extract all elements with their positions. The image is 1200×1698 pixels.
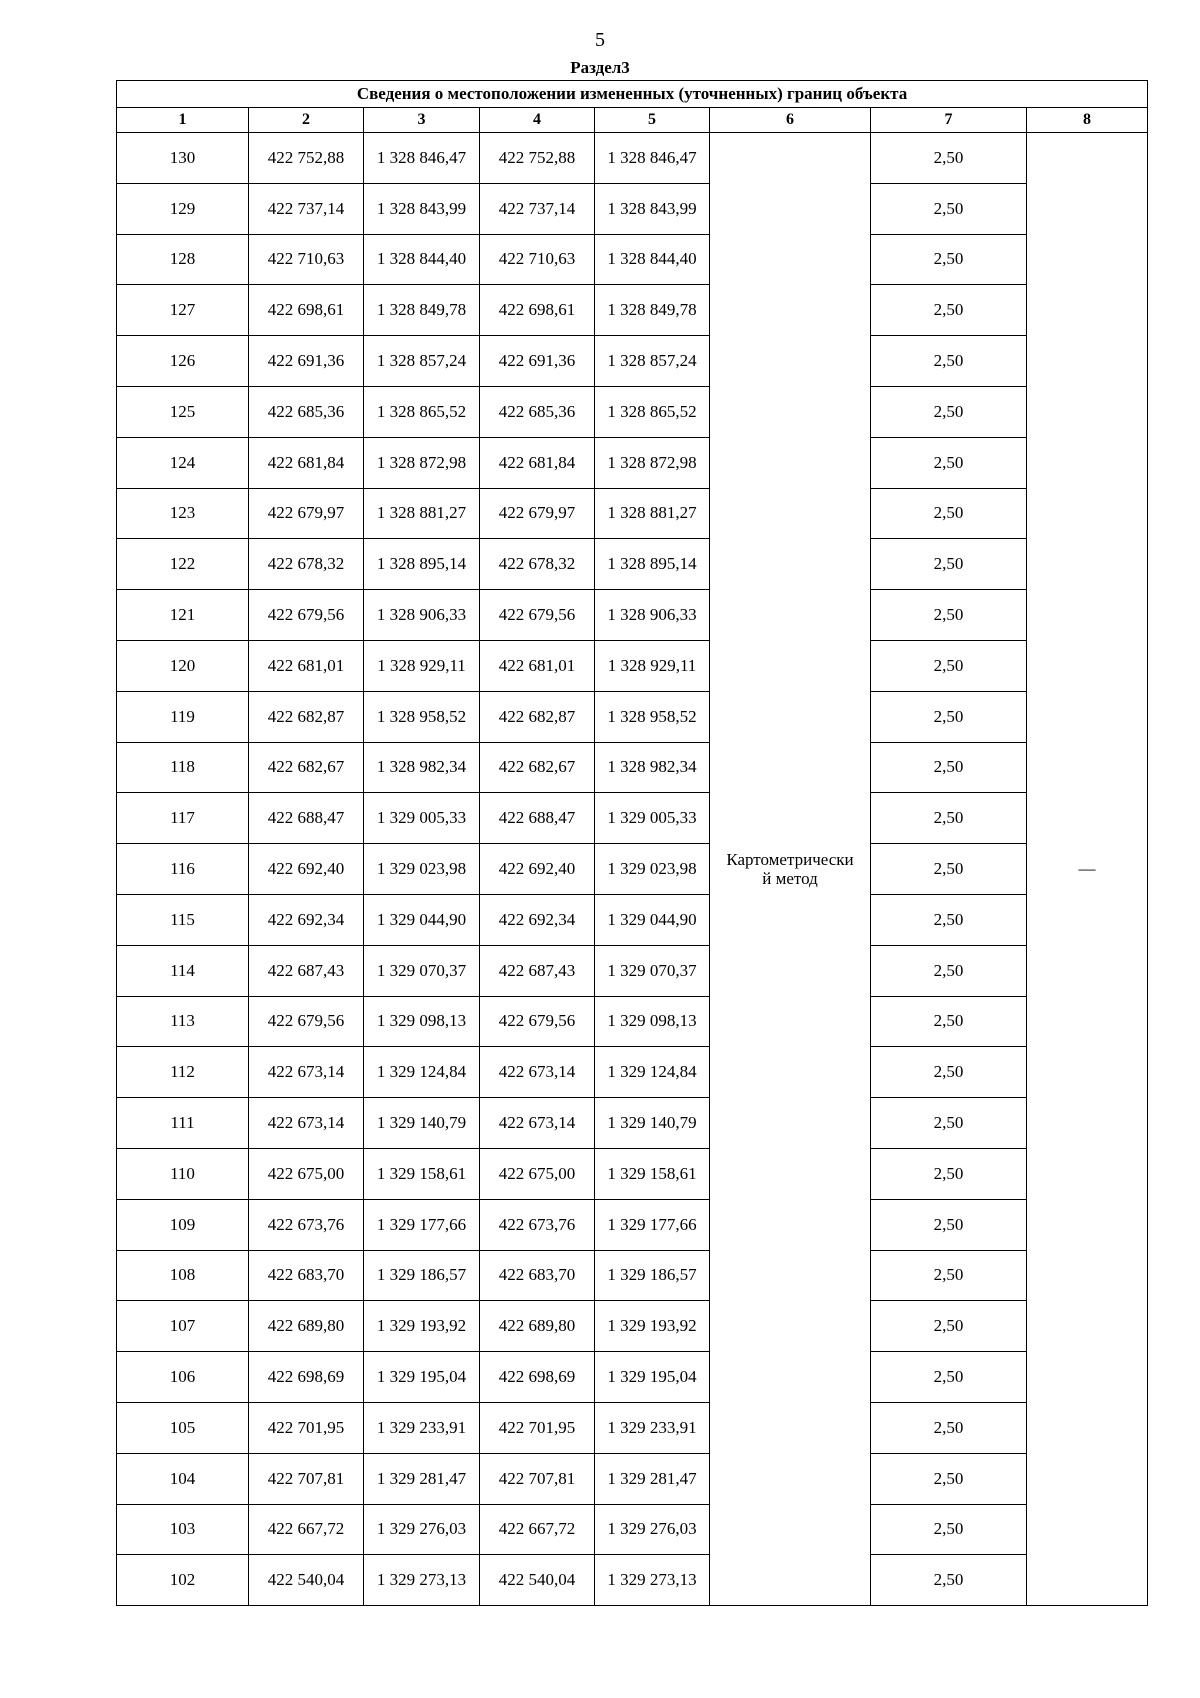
coord-x-old-cell: 422 682,67 xyxy=(249,742,364,793)
coord-y-old-cell: 1 329 044,90 xyxy=(364,894,480,945)
coord-y-new-cell: 1 328 895,14 xyxy=(595,539,710,590)
table-row xyxy=(117,996,1148,1047)
point-number-cell: 125 xyxy=(117,386,249,437)
coord-y-new-cell: 1 329 044,90 xyxy=(595,894,710,945)
accuracy-cell: 2,50 xyxy=(871,437,1027,488)
table-row xyxy=(117,386,1148,437)
accuracy-cell: 2,50 xyxy=(871,742,1027,793)
column-number: 4 xyxy=(480,108,595,133)
point-number-cell: 117 xyxy=(117,793,249,844)
accuracy-cell: 2,50 xyxy=(871,1352,1027,1403)
accuracy-cell: 2,50 xyxy=(871,1199,1027,1250)
coord-x-old-cell: 422 675,00 xyxy=(249,1148,364,1199)
coord-y-new-cell: 1 328 958,52 xyxy=(595,691,710,742)
point-number-cell: 130 xyxy=(117,133,249,184)
point-number-cell: 102 xyxy=(117,1555,249,1606)
accuracy-cell: 2,50 xyxy=(871,945,1027,996)
coord-x-new-cell: 422 698,61 xyxy=(480,285,595,336)
coord-x-old-cell: 422 701,95 xyxy=(249,1402,364,1453)
point-number-cell: 109 xyxy=(117,1199,249,1250)
table-row xyxy=(117,945,1148,996)
accuracy-cell: 2,50 xyxy=(871,1301,1027,1352)
point-number-cell: 105 xyxy=(117,1402,249,1453)
coord-y-old-cell: 1 328 865,52 xyxy=(364,386,480,437)
coord-x-new-cell: 422 673,14 xyxy=(480,1098,595,1149)
method-cell xyxy=(710,133,871,1606)
column-number: 5 xyxy=(595,108,710,133)
coord-x-new-cell: 422 673,14 xyxy=(480,1047,595,1098)
coord-y-old-cell: 1 328 929,11 xyxy=(364,640,480,691)
accuracy-cell: 2,50 xyxy=(871,1250,1027,1301)
coord-y-old-cell: 1 329 177,66 xyxy=(364,1199,480,1250)
column-number: 2 xyxy=(249,108,364,133)
coord-x-new-cell: 422 679,56 xyxy=(480,996,595,1047)
point-number-cell: 103 xyxy=(117,1504,249,1555)
coord-y-old-cell: 1 329 070,37 xyxy=(364,945,480,996)
coord-x-old-cell: 422 673,14 xyxy=(249,1098,364,1149)
coord-x-old-cell: 422 679,97 xyxy=(249,488,364,539)
table-row xyxy=(117,1250,1148,1301)
coord-y-old-cell: 1 329 233,91 xyxy=(364,1402,480,1453)
table-row xyxy=(117,640,1148,691)
column-number-row xyxy=(117,108,1148,133)
coord-y-new-cell: 1 329 193,92 xyxy=(595,1301,710,1352)
table-row xyxy=(117,437,1148,488)
table-row xyxy=(117,590,1148,641)
coord-x-new-cell: 422 673,76 xyxy=(480,1199,595,1250)
accuracy-cell: 2,50 xyxy=(871,1047,1027,1098)
point-number-cell: 110 xyxy=(117,1148,249,1199)
coord-y-new-cell: 1 329 276,03 xyxy=(595,1504,710,1555)
column-8-cell: — xyxy=(1027,133,1148,1606)
coord-y-new-cell: 1 328 872,98 xyxy=(595,437,710,488)
boundary-coordinates-table xyxy=(116,80,1148,1606)
coord-x-old-cell: 422 752,88 xyxy=(249,133,364,184)
table-row xyxy=(117,1352,1148,1403)
point-number-cell: 118 xyxy=(117,742,249,793)
table-row xyxy=(117,1555,1148,1606)
point-number-cell: 119 xyxy=(117,691,249,742)
coord-x-new-cell: 422 683,70 xyxy=(480,1250,595,1301)
table-row xyxy=(117,133,1148,184)
coord-x-new-cell: 422 707,81 xyxy=(480,1453,595,1504)
coord-x-old-cell: 422 683,70 xyxy=(249,1250,364,1301)
coord-y-new-cell: 1 328 982,34 xyxy=(595,742,710,793)
table-row xyxy=(117,488,1148,539)
point-number-cell: 104 xyxy=(117,1453,249,1504)
coord-y-old-cell: 1 328 843,99 xyxy=(364,183,480,234)
page-number: 5 xyxy=(595,29,605,51)
coord-x-old-cell: 422 667,72 xyxy=(249,1504,364,1555)
table-row xyxy=(117,234,1148,285)
accuracy-cell: 2,50 xyxy=(871,1402,1027,1453)
coord-x-old-cell: 422 710,63 xyxy=(249,234,364,285)
table-row xyxy=(117,1402,1148,1453)
coord-y-new-cell: 1 328 844,40 xyxy=(595,234,710,285)
accuracy-cell: 2,50 xyxy=(871,996,1027,1047)
coord-x-new-cell: 422 682,67 xyxy=(480,742,595,793)
coord-y-old-cell: 1 329 140,79 xyxy=(364,1098,480,1149)
coord-x-new-cell: 422 682,87 xyxy=(480,691,595,742)
coord-x-new-cell: 422 698,69 xyxy=(480,1352,595,1403)
coord-y-old-cell: 1 329 158,61 xyxy=(364,1148,480,1199)
table-row xyxy=(117,742,1148,793)
accuracy-cell: 2,50 xyxy=(871,844,1027,895)
coord-y-old-cell: 1 329 195,04 xyxy=(364,1352,480,1403)
coord-y-old-cell: 1 328 849,78 xyxy=(364,285,480,336)
coord-x-old-cell: 422 679,56 xyxy=(249,996,364,1047)
accuracy-cell: 2,50 xyxy=(871,1098,1027,1149)
coord-x-new-cell: 422 687,43 xyxy=(480,945,595,996)
point-number-cell: 115 xyxy=(117,894,249,945)
coord-y-old-cell: 1 329 005,33 xyxy=(364,793,480,844)
table-row xyxy=(117,691,1148,742)
coord-y-new-cell: 1 329 186,57 xyxy=(595,1250,710,1301)
point-number-cell: 116 xyxy=(117,844,249,895)
table-row xyxy=(117,183,1148,234)
coord-x-new-cell: 422 688,47 xyxy=(480,793,595,844)
point-number-cell: 124 xyxy=(117,437,249,488)
coord-x-new-cell: 422 701,95 xyxy=(480,1402,595,1453)
accuracy-cell: 2,50 xyxy=(871,1148,1027,1199)
point-number-cell: 121 xyxy=(117,590,249,641)
point-number-cell: 120 xyxy=(117,640,249,691)
point-number-cell: 112 xyxy=(117,1047,249,1098)
accuracy-cell: 2,50 xyxy=(871,1555,1027,1606)
coord-y-new-cell: 1 329 070,37 xyxy=(595,945,710,996)
table-row xyxy=(117,1453,1148,1504)
table-row xyxy=(117,336,1148,387)
accuracy-cell: 2,50 xyxy=(871,894,1027,945)
table-row xyxy=(117,844,1148,895)
coord-y-new-cell: 1 329 124,84 xyxy=(595,1047,710,1098)
coord-y-new-cell: 1 328 906,33 xyxy=(595,590,710,641)
coord-y-old-cell: 1 328 895,14 xyxy=(364,539,480,590)
point-number-cell: 113 xyxy=(117,996,249,1047)
coord-x-old-cell: 422 673,14 xyxy=(249,1047,364,1098)
method-text-line: й метод xyxy=(762,869,818,889)
accuracy-cell: 2,50 xyxy=(871,793,1027,844)
column-number: 8 xyxy=(1027,108,1148,133)
accuracy-cell: 2,50 xyxy=(871,386,1027,437)
coord-x-old-cell: 422 689,80 xyxy=(249,1301,364,1352)
accuracy-cell: 2,50 xyxy=(871,539,1027,590)
point-number-cell: 106 xyxy=(117,1352,249,1403)
section-title: Раздел3 xyxy=(570,58,630,77)
coord-x-old-cell: 422 698,69 xyxy=(249,1352,364,1403)
point-number-cell: 126 xyxy=(117,336,249,387)
coord-y-new-cell: 1 328 843,99 xyxy=(595,183,710,234)
accuracy-cell: 2,50 xyxy=(871,590,1027,641)
coord-x-old-cell: 422 691,36 xyxy=(249,336,364,387)
coord-y-new-cell: 1 329 281,47 xyxy=(595,1453,710,1504)
coord-x-new-cell: 422 685,36 xyxy=(480,386,595,437)
table-row xyxy=(117,1148,1148,1199)
accuracy-cell: 2,50 xyxy=(871,234,1027,285)
point-number-cell: 122 xyxy=(117,539,249,590)
accuracy-cell: 2,50 xyxy=(871,1453,1027,1504)
coord-x-old-cell: 422 692,34 xyxy=(249,894,364,945)
coord-y-new-cell: 1 328 929,11 xyxy=(595,640,710,691)
point-number-cell: 123 xyxy=(117,488,249,539)
accuracy-cell: 2,50 xyxy=(871,133,1027,184)
coord-y-old-cell: 1 328 881,27 xyxy=(364,488,480,539)
coord-x-old-cell: 422 681,01 xyxy=(249,640,364,691)
coord-y-new-cell: 1 328 865,52 xyxy=(595,386,710,437)
coord-y-new-cell: 1 329 273,13 xyxy=(595,1555,710,1606)
coord-y-old-cell: 1 329 186,57 xyxy=(364,1250,480,1301)
coord-y-new-cell: 1 329 158,61 xyxy=(595,1148,710,1199)
coord-x-old-cell: 422 737,14 xyxy=(249,183,364,234)
coord-x-old-cell: 422 687,43 xyxy=(249,945,364,996)
table-row xyxy=(117,1098,1148,1149)
coord-x-old-cell: 422 682,87 xyxy=(249,691,364,742)
coord-x-new-cell: 422 752,88 xyxy=(480,133,595,184)
coord-x-new-cell: 422 692,34 xyxy=(480,894,595,945)
coord-x-new-cell: 422 689,80 xyxy=(480,1301,595,1352)
coord-x-old-cell: 422 681,84 xyxy=(249,437,364,488)
coord-x-new-cell: 422 681,01 xyxy=(480,640,595,691)
coord-x-old-cell: 422 692,40 xyxy=(249,844,364,895)
point-number-cell: 108 xyxy=(117,1250,249,1301)
point-number-cell: 107 xyxy=(117,1301,249,1352)
coord-x-old-cell: 422 688,47 xyxy=(249,793,364,844)
coord-x-new-cell: 422 710,63 xyxy=(480,234,595,285)
table-row xyxy=(117,793,1148,844)
coord-x-new-cell: 422 678,32 xyxy=(480,539,595,590)
coord-x-old-cell: 422 540,04 xyxy=(249,1555,364,1606)
coord-y-old-cell: 1 328 906,33 xyxy=(364,590,480,641)
coord-y-new-cell: 1 328 857,24 xyxy=(595,336,710,387)
point-number-cell: 127 xyxy=(117,285,249,336)
point-number-cell: 129 xyxy=(117,183,249,234)
coord-y-old-cell: 1 328 844,40 xyxy=(364,234,480,285)
coord-y-old-cell: 1 329 124,84 xyxy=(364,1047,480,1098)
table-row xyxy=(117,894,1148,945)
column-number: 7 xyxy=(871,108,1027,133)
coord-x-new-cell: 422 679,56 xyxy=(480,590,595,641)
coord-y-old-cell: 1 329 273,13 xyxy=(364,1555,480,1606)
table-body xyxy=(117,133,1148,1606)
table-row xyxy=(117,1199,1148,1250)
column-number: 6 xyxy=(710,108,871,133)
method-text-line: Картометрически xyxy=(726,850,854,870)
table-caption: Сведения о местоположении измененных (уточненных) границ объекта xyxy=(117,81,1148,108)
coord-y-new-cell: 1 329 140,79 xyxy=(595,1098,710,1149)
accuracy-cell: 2,50 xyxy=(871,1504,1027,1555)
coord-y-old-cell: 1 328 857,24 xyxy=(364,336,480,387)
table-row xyxy=(117,285,1148,336)
coord-y-new-cell: 1 329 023,98 xyxy=(595,844,710,895)
coord-y-new-cell: 1 328 846,47 xyxy=(595,133,710,184)
coord-y-new-cell: 1 329 098,13 xyxy=(595,996,710,1047)
coord-y-new-cell: 1 329 005,33 xyxy=(595,793,710,844)
coord-y-old-cell: 1 328 872,98 xyxy=(364,437,480,488)
coord-y-old-cell: 1 329 276,03 xyxy=(364,1504,480,1555)
coord-x-old-cell: 422 673,76 xyxy=(249,1199,364,1250)
coord-x-old-cell: 422 679,56 xyxy=(249,590,364,641)
point-number-cell: 128 xyxy=(117,234,249,285)
accuracy-cell: 2,50 xyxy=(871,640,1027,691)
accuracy-cell: 2,50 xyxy=(871,183,1027,234)
coord-x-old-cell: 422 707,81 xyxy=(249,1453,364,1504)
point-number-cell: 114 xyxy=(117,945,249,996)
coord-x-new-cell: 422 675,00 xyxy=(480,1148,595,1199)
table-row xyxy=(117,539,1148,590)
table-row xyxy=(117,1047,1148,1098)
coord-y-new-cell: 1 329 195,04 xyxy=(595,1352,710,1403)
coord-x-new-cell: 422 692,40 xyxy=(480,844,595,895)
table-row xyxy=(117,1504,1148,1555)
coord-y-new-cell: 1 328 881,27 xyxy=(595,488,710,539)
coord-y-old-cell: 1 329 023,98 xyxy=(364,844,480,895)
column-number: 1 xyxy=(117,108,249,133)
point-number-cell: 111 xyxy=(117,1098,249,1149)
coord-y-new-cell: 1 329 233,91 xyxy=(595,1402,710,1453)
coord-x-new-cell: 422 737,14 xyxy=(480,183,595,234)
coord-y-old-cell: 1 328 846,47 xyxy=(364,133,480,184)
coord-x-new-cell: 422 691,36 xyxy=(480,336,595,387)
coord-x-new-cell: 422 679,97 xyxy=(480,488,595,539)
coord-y-old-cell: 1 329 193,92 xyxy=(364,1301,480,1352)
accuracy-cell: 2,50 xyxy=(871,691,1027,742)
coord-x-old-cell: 422 685,36 xyxy=(249,386,364,437)
coord-x-old-cell: 422 698,61 xyxy=(249,285,364,336)
coord-y-old-cell: 1 329 281,47 xyxy=(364,1453,480,1504)
coord-y-new-cell: 1 329 177,66 xyxy=(595,1199,710,1250)
coord-x-new-cell: 422 667,72 xyxy=(480,1504,595,1555)
coord-y-old-cell: 1 328 982,34 xyxy=(364,742,480,793)
coord-x-new-cell: 422 540,04 xyxy=(480,1555,595,1606)
accuracy-cell: 2,50 xyxy=(871,285,1027,336)
coord-y-new-cell: 1 328 849,78 xyxy=(595,285,710,336)
coord-y-old-cell: 1 329 098,13 xyxy=(364,996,480,1047)
coord-y-old-cell: 1 328 958,52 xyxy=(364,691,480,742)
accuracy-cell: 2,50 xyxy=(871,488,1027,539)
accuracy-cell: 2,50 xyxy=(871,336,1027,387)
coord-x-old-cell: 422 678,32 xyxy=(249,539,364,590)
column-number: 3 xyxy=(364,108,480,133)
coord-x-new-cell: 422 681,84 xyxy=(480,437,595,488)
table-row xyxy=(117,1301,1148,1352)
